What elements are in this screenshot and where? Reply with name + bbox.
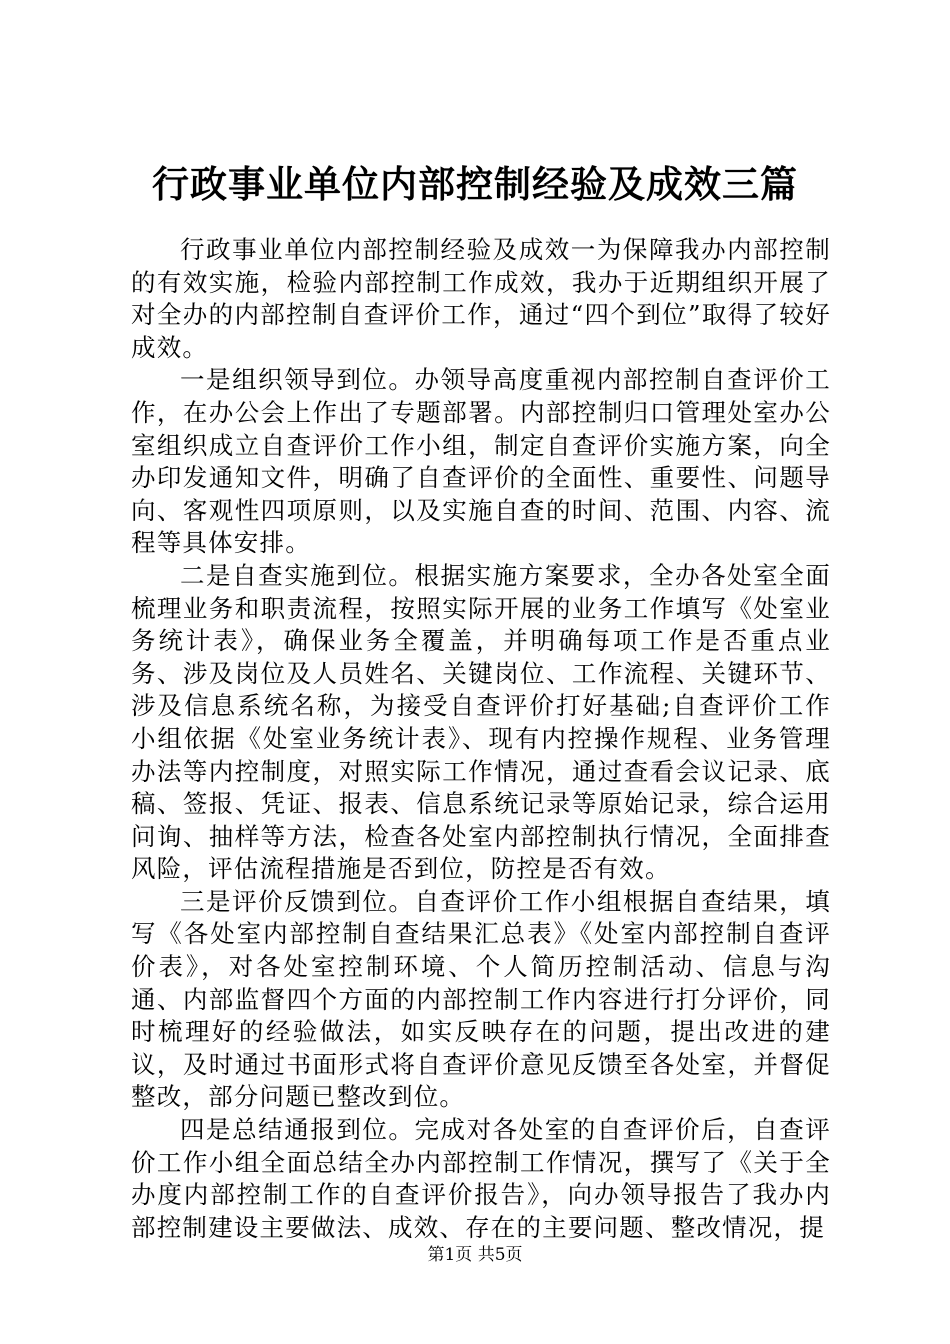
- paragraph-implementation: 二是自查实施到位。根据实施方案要求，全办各处室全面梳理业务和职责流程，按照实际开展的业务工作填写《处室业务统计表》，确保业务全覆盖，并明确每项工作是否重点业务、涉及岗位及人员姓名、关键岗位、工作流程、关键环节、涉及信息系统名称，为接受自查评价打好基础;自查评价工作小组依据《处室业务统计表》、现有内控操作规程、业务管理办法等内控制度，对照实际工作情况，通过查看会议记录、底稿、签报、凭证、报表、信息系统记录等原始记录，综合运用问询、抽样等方法，检查各处室内部控制执行情况，全面排查风险，评估流程措施是否到位，防控是否有效。: [131, 560, 831, 884]
- page-number: 第1页 共5页: [427, 1245, 523, 1265]
- paragraph-summary: 四是总结通报到位。完成对各处室的自查评价后，自查评价工作小组全面总结全办内部控制工作情况，撰写了《关于全办度内部控制工作的自查评价报告》，向办领导报告了我办内部控制建设主要做法、成效、存在的主要问题、整改情况，提: [131, 1115, 831, 1242]
- page-title: 行政事业单位内部控制经验及成效三篇: [152, 162, 798, 206]
- paragraph-organization: 一是组织领导到位。办领导高度重视内部控制自查评价工作，在办公会上作出了专题部署。内部控制归口管理处室办公室组织成立自查评价工作小组，制定自查评价实施方案，向全办印发通知文件，明确了自查评价的全面性、重要性、问题导向、客观性四项原则，以及实施自查的时间、范围、内容、流程等具体安排。: [131, 365, 831, 558]
- paragraph-intro: 行政事业单位内部控制经验及成效一为保障我办内部控制的有效实施，检验内部控制工作成效，我办于近期组织开展了对全办的内部控制自查评价工作，通过“四个到位”取得了较好成效。: [131, 235, 831, 362]
- document-body: [131, 234, 831, 1244]
- paragraph-feedback: 三是评价反馈到位。自查评价工作小组根据自查结果，填写《各处室内部控制自查结果汇总表》《处室内部控制自查评价表》，对各处室控制环境、个人简历控制活动、信息与沟通、内部监督四个方面的内部控制工作内容进行打分评价，同时梳理好的经验做法，如实反映存在的问题，提出改进的建议，及时通过书面形式将自查评价意见反馈至各处室，并督促整改，部分问题已整改到位。: [131, 886, 831, 1112]
